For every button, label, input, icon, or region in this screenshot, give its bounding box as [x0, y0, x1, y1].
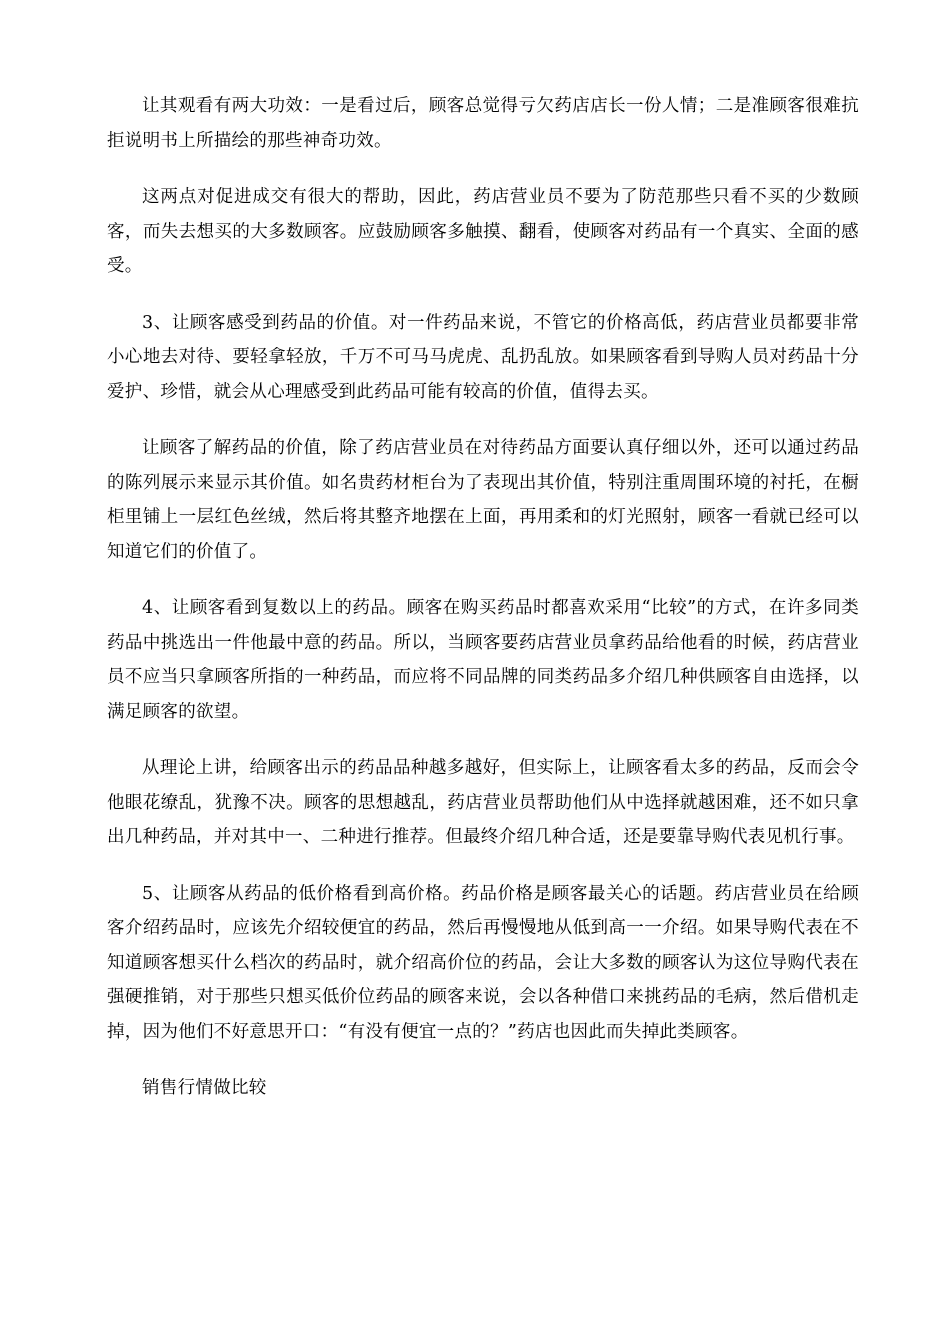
paragraph-1: 让其观看有两大功效：一是看过后，顾客总觉得亏欠药店店长一份人情；二是准顾客很难抗拒说明书上所描绘的那些神奇功效。 [107, 96, 859, 151]
section-heading: 销售行情做比较 [142, 1078, 267, 1098]
paragraph-6: 从理论上讲，给顾客出示的药品品种越多越好，但实际上，让顾客看太多的药品，反而会令他眼花缭乱，犹豫不决。顾客的思想越乱，药店营业员帮助他们从中选择就越困难，还不如只拿出几种药品，并对其中一、二种进行推荐。但最终介绍几种合适，还是要靠导购代表见机行事。 [107, 758, 859, 847]
paragraph-5: 4、让顾客看到复数以上的药品。顾客在购买药品时都喜欢采用“比较”的方式，在许多同类药品中挑选出一件他最中意的药品。所以，当顾客要药店营业员拿药品给他看的时候，药店营业员不应当只拿顾客所指的一种药品，而应将不同品牌的同类药品多介绍几种供顾客自由选择，以满足顾客的欲望。 [107, 598, 859, 722]
document-body [107, 89, 859, 1128]
paragraph-4: 让顾客了解药品的价值，除了药店营业员在对待药品方面要认真仔细以外，还可以通过药品的陈列展示来显示其价值。如名贵药材柜台为了表现出其价值，特别注重周围环境的衬托，在橱柜里铺上一层红色丝绒，然后将其整齐地摆在上面，再用柔和的灯光照射，顾客一看就已经可以知道它们的价值了。 [107, 438, 859, 562]
paragraph-3: 3、让顾客感受到药品的价值。对一件药品来说，不管它的价格高低，药店营业员都要非常小心地去对待、要轻拿轻放，千万不可马马虎虎、乱扔乱放。如果顾客看到导购人员对药品十分爱护、珍惜，就会从心理感受到此药品可能有较高的价值，值得去买。 [107, 312, 859, 402]
paragraph-2: 这两点对促进成交有很大的帮助，因此，药店营业员不要为了防范那些只看不买的少数顾客，而失去想买的大多数顾客。应鼓励顾客多触摸、翻看，使顾客对药品有一个真实、全面的感受。 [107, 187, 859, 276]
paragraph-7: 5、让顾客从药品的低价格看到高价格。药品价格是顾客最关心的话题。药店营业员在给顾客介绍药品时，应该先介绍较便宜的药品，然后再慢慢地从低到高一一介绍。如果导购代表在不知道顾客想买什么档次的药品时，就介绍高价位的药品，会让大多数的顾客认为这位导购代表在强硬推销，对于那些只想买低价位药品的顾客来说，会以各种借口来挑药品的毛病，然后借机走掉，因为他们不好意思开口：“有没有便宜一点的？”药店也因此而失掉此类顾客。 [107, 883, 859, 1042]
